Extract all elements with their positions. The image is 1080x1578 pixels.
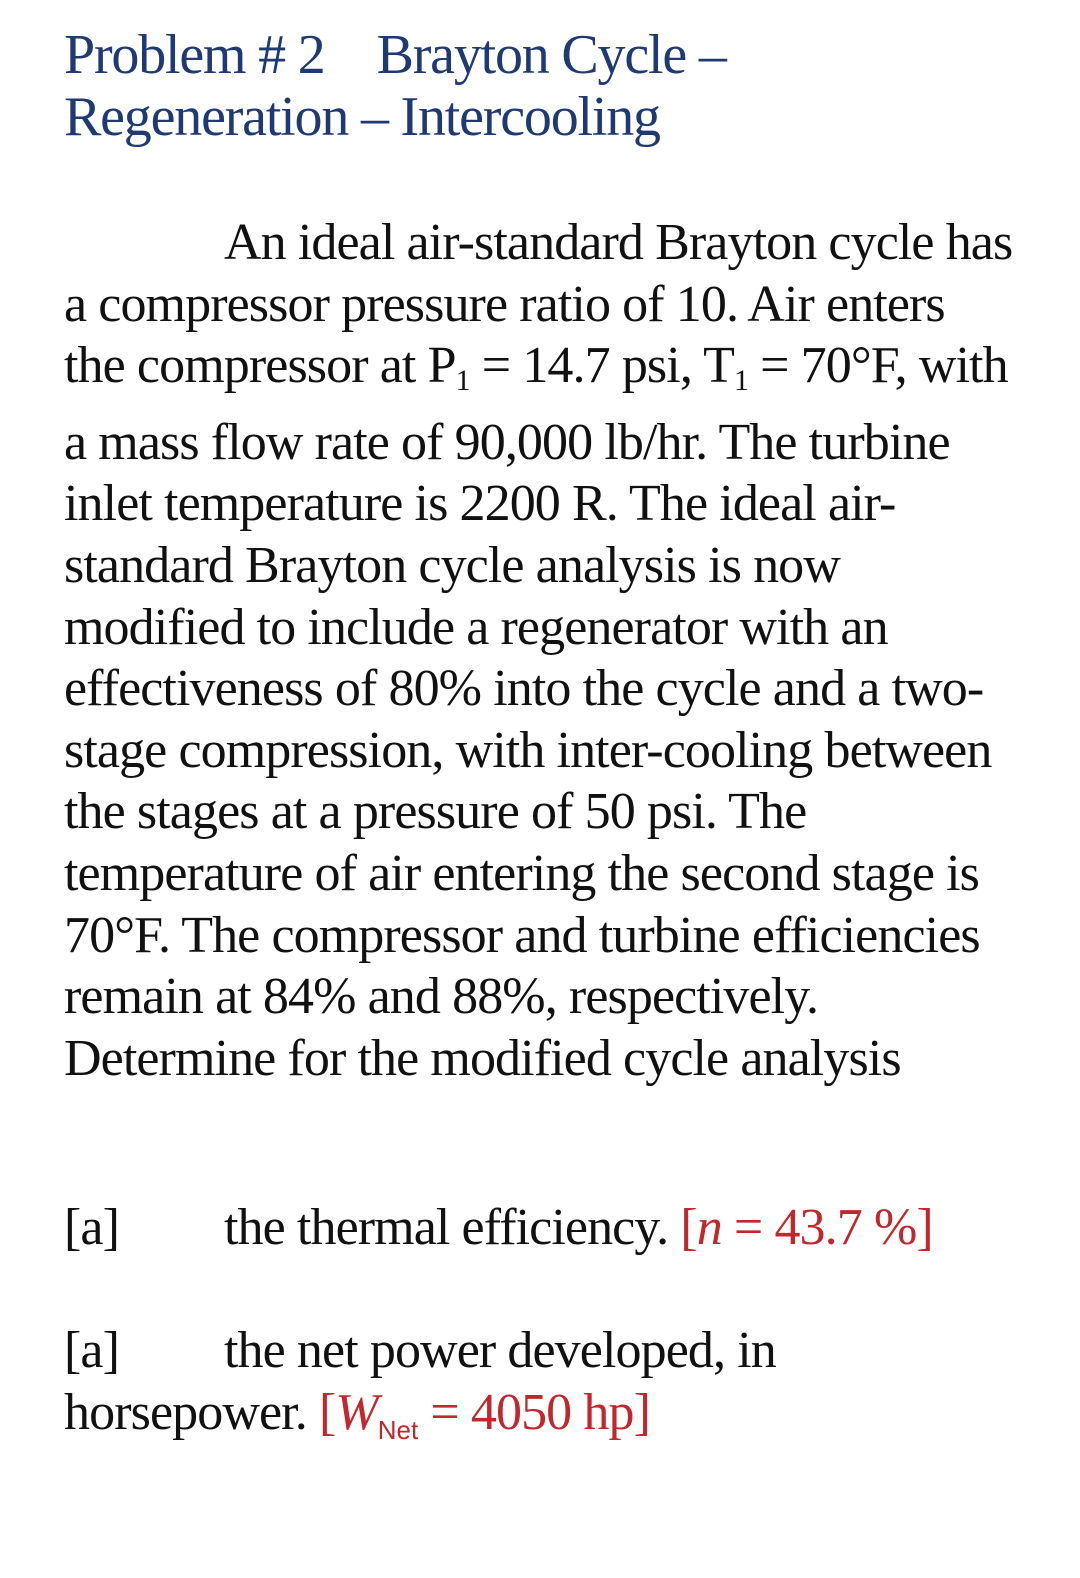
answer-bracket: [ xyxy=(680,1199,697,1256)
question-marker: [a] xyxy=(64,1199,120,1256)
answer-value: = 4050 hp] xyxy=(418,1384,650,1441)
p1-subscript: 1 xyxy=(455,364,470,398)
question-thermal-efficiency xyxy=(64,1197,1024,1259)
question-text: the thermal efficiency. xyxy=(224,1199,669,1256)
question-text: the net power developed, in horsepower. xyxy=(64,1322,776,1441)
answer-net-power xyxy=(318,1384,650,1445)
t1-subscript: 1 xyxy=(733,364,749,398)
answer-value: = 43.7 %] xyxy=(721,1199,933,1256)
answer-thermal-efficiency xyxy=(680,1199,933,1256)
answer-variable: W xyxy=(335,1384,378,1441)
question-marker: [a] xyxy=(64,1322,120,1379)
problem-subtopic: Regeneration – Intercooling xyxy=(64,86,660,148)
answer-bracket: [ xyxy=(318,1384,336,1441)
problem-text-1: An ideal air-standard Brayton cycle has a compressor pressure ratio of 10. Air enters the compressor at P xyxy=(64,214,1013,395)
question-net-power xyxy=(64,1320,1024,1461)
problem-text-3: = 70°F, with a mass flow rate of 90,000 lb/hr. The turbine inlet temperature is 2200 R. The ideal air-standard Brayton cycle analysis is now modified to include a regenerator with an effectiveness of 80% into the cycle and a two-stage compression, with inter-cooling between the stages at a pressure of 50 psi. The temperature of air entering the second stage is 70°F. The compressor and turbine efficiencies remain at 84% and 88%, respectively. Determine for the modified cycle analysis xyxy=(64,337,1008,1087)
problem-text-2: = 14.7 psi, T xyxy=(469,337,734,395)
answer-variable: n xyxy=(696,1199,722,1256)
answer-subscript: Net xyxy=(377,1415,419,1445)
problem-statement xyxy=(64,212,1014,1089)
problem-title xyxy=(64,24,1024,148)
problem-topic: Brayton Cycle – xyxy=(376,24,726,86)
problem-number: Problem # 2 xyxy=(64,24,325,86)
